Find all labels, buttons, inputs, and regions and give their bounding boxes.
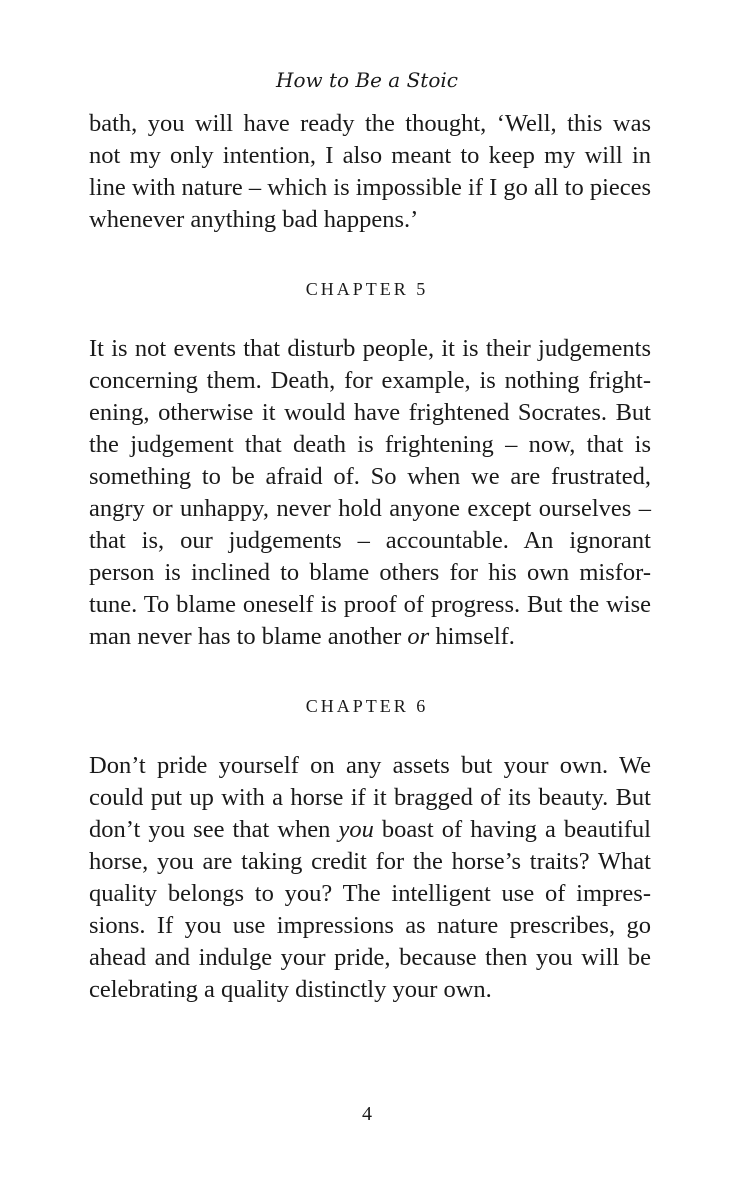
paragraph-line: celebrating a quality distinctly your own. <box>89 976 492 1003</box>
paragraph-line: ahead and indulge your pride, because then you will be <box>89 944 651 971</box>
paragraph-line: sions. If you use impressions as nature prescribes, go <box>89 912 651 939</box>
paragraph-line: Don’t pride yourself on any assets but your own. We <box>89 752 651 779</box>
paragraph-line: whenever anything bad happens.’ <box>89 206 419 233</box>
paragraph-line: that is, our judgements – accountable. An ignorant <box>89 527 651 554</box>
continued-paragraph <box>89 108 651 236</box>
paragraph-line <box>89 814 651 846</box>
line-text: himself. <box>429 623 515 650</box>
paragraph-line: angry or unhappy, never hold anyone except ourselves – <box>89 495 651 522</box>
line-text: man never has to blame another <box>89 623 408 650</box>
paragraph-line: bath, you will have ready the thought, ‘Well, this was <box>89 110 651 137</box>
chapter-6-paragraph <box>89 750 651 1006</box>
paragraph-line: line with nature – which is impossible if I go all to pieces <box>89 174 652 201</box>
emphasis-text: or <box>407 623 430 650</box>
paragraph-line: horse, you are taking credit for the horse’s traits? What <box>89 848 651 875</box>
paragraph-line: could put up with a horse if it bragged of its beauty. But <box>89 784 651 811</box>
paragraph-line: concerning them. Death, for example, is nothing fright- <box>89 367 651 394</box>
line-text: don’t you see that when <box>89 816 339 843</box>
paragraph-line: not my only intention, I also meant to keep my will in <box>89 142 651 169</box>
paragraph-line: quality belongs to you? The intelligent use of impres- <box>89 880 651 907</box>
paragraph-line <box>89 621 651 653</box>
paragraph-line: ening, otherwise it would have frightened Socrates. But <box>89 399 651 426</box>
paragraph-line: tune. To blame oneself is proof of progress. But the wise <box>89 591 651 618</box>
chapter-5-paragraph <box>89 333 651 653</box>
line-text: boast of having a beautiful <box>373 816 651 843</box>
paragraph-line: It is not events that disturb people, it is their judgements <box>89 335 651 362</box>
paragraph-line: the judgement that death is frightening – now, that is <box>89 431 651 458</box>
emphasis-text: you <box>338 816 374 843</box>
paragraph-line: person is inclined to blame others for his own misfor- <box>89 559 651 586</box>
chapter-6-heading: CHAPTER 6 <box>305 696 429 716</box>
running-head: How to Be a Stoic <box>276 68 458 92</box>
page-number: 4 <box>362 1103 372 1125</box>
paragraph-line: something to be afraid of. So when we are frustrated, <box>89 463 651 490</box>
chapter-5-heading: CHAPTER 5 <box>305 279 429 299</box>
